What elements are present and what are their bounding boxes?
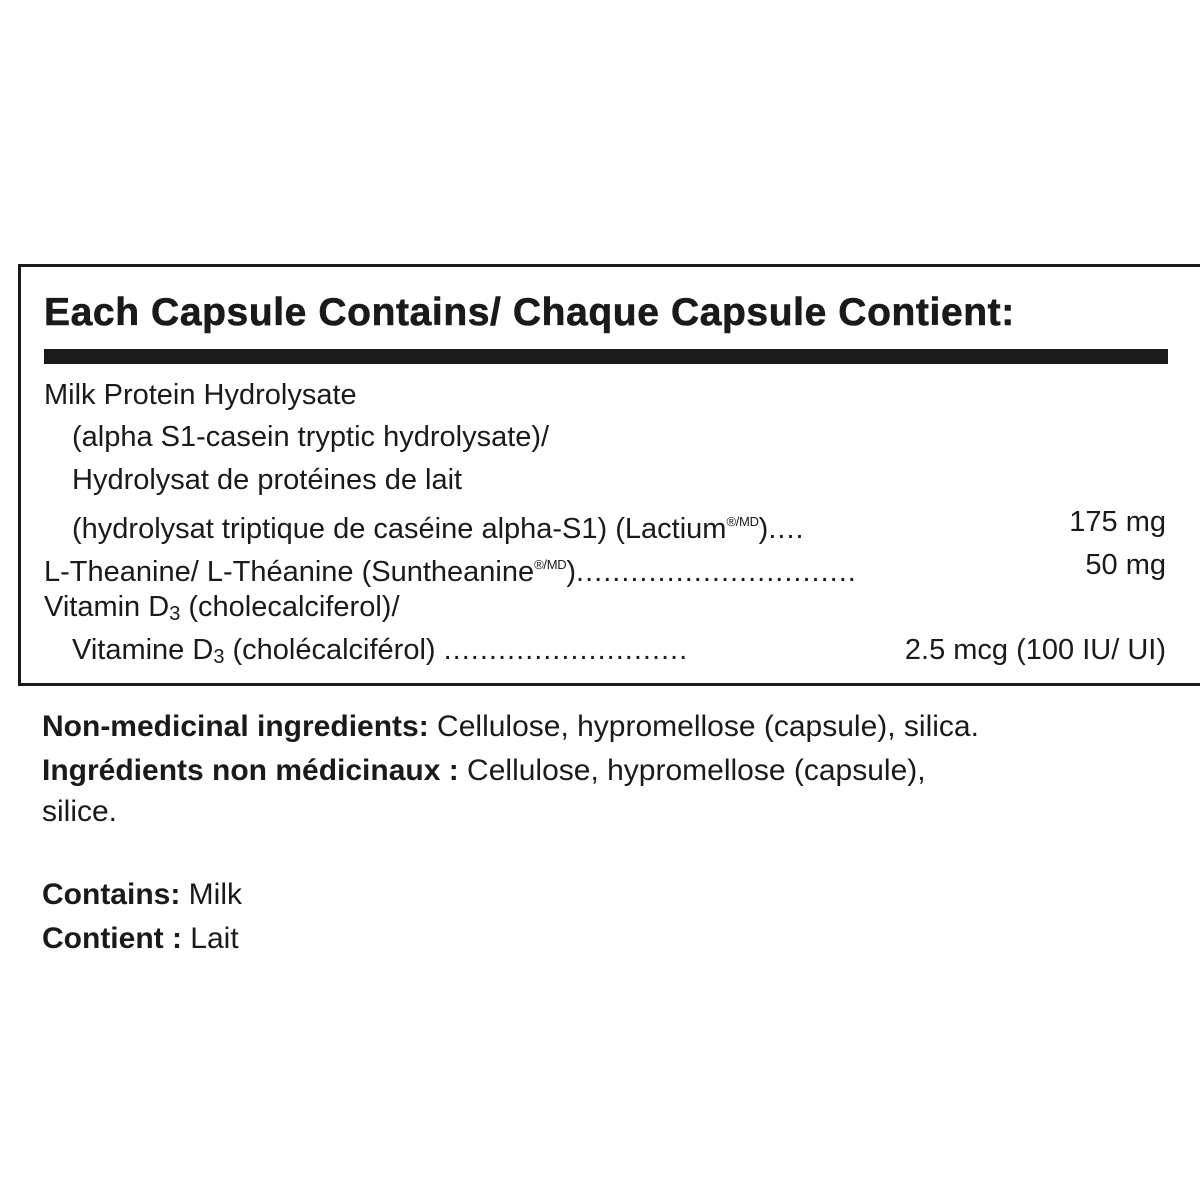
ingredient-3-name-fr: Vitamine $D_3$ (cholécalciférol) ........................... — [72, 634, 689, 668]
contains-fr: Contient : Lait — [42, 922, 239, 955]
ingredient-3-amount: 2.5 mcg (100 IU/ UI) — [904, 634, 1166, 666]
ingredient-3-leader: ........................... — [443, 634, 689, 666]
ingredient-1-leader: .... — [768, 513, 805, 545]
ingredient-1-desc-fr: (hydrolysat triptique de caséine alpha-S1) (Lactium$^{®/MD}$).... — [72, 513, 805, 545]
panel-divider — [44, 349, 1168, 364]
ingredient-1-desc-en: (alpha S1-casein tryptic hydrolysate)/ — [72, 421, 550, 453]
ingredient-2-name: L-Theanine/ L-Théanine (Suntheanine$^{®/MD}$)............................... — [44, 556, 857, 588]
ingredient-2-leader: ............................... — [576, 556, 857, 588]
ingredient-1-name-fr: Hydrolysat de protéines de lait — [72, 464, 463, 496]
ingredient-1-amount: 175 mg — [1069, 506, 1166, 538]
panel-title: Each Capsule Contains/ Chaque Capsule Contient: — [44, 291, 1015, 334]
ingredient-1-name-en: Milk Protein Hydrolysate — [44, 379, 357, 411]
ingredient-3-name-en: Vitamin $D_3$ (cholecalciferol)/ — [44, 591, 400, 625]
ingredient-2-amount: 50 mg — [1085, 549, 1166, 581]
non-medicinal-en: Non-medicinal ingredients: Cellulose, hypromellose (capsule), silica. — [42, 710, 979, 743]
non-medicinal-fr-cont: silice. — [42, 795, 118, 828]
ingredient-panel — [18, 264, 1200, 686]
contains-en: Contains: Milk — [42, 878, 242, 911]
non-medicinal-fr: Ingrédients non médicinaux : Cellulose, hypromellose (capsule), — [42, 754, 926, 787]
